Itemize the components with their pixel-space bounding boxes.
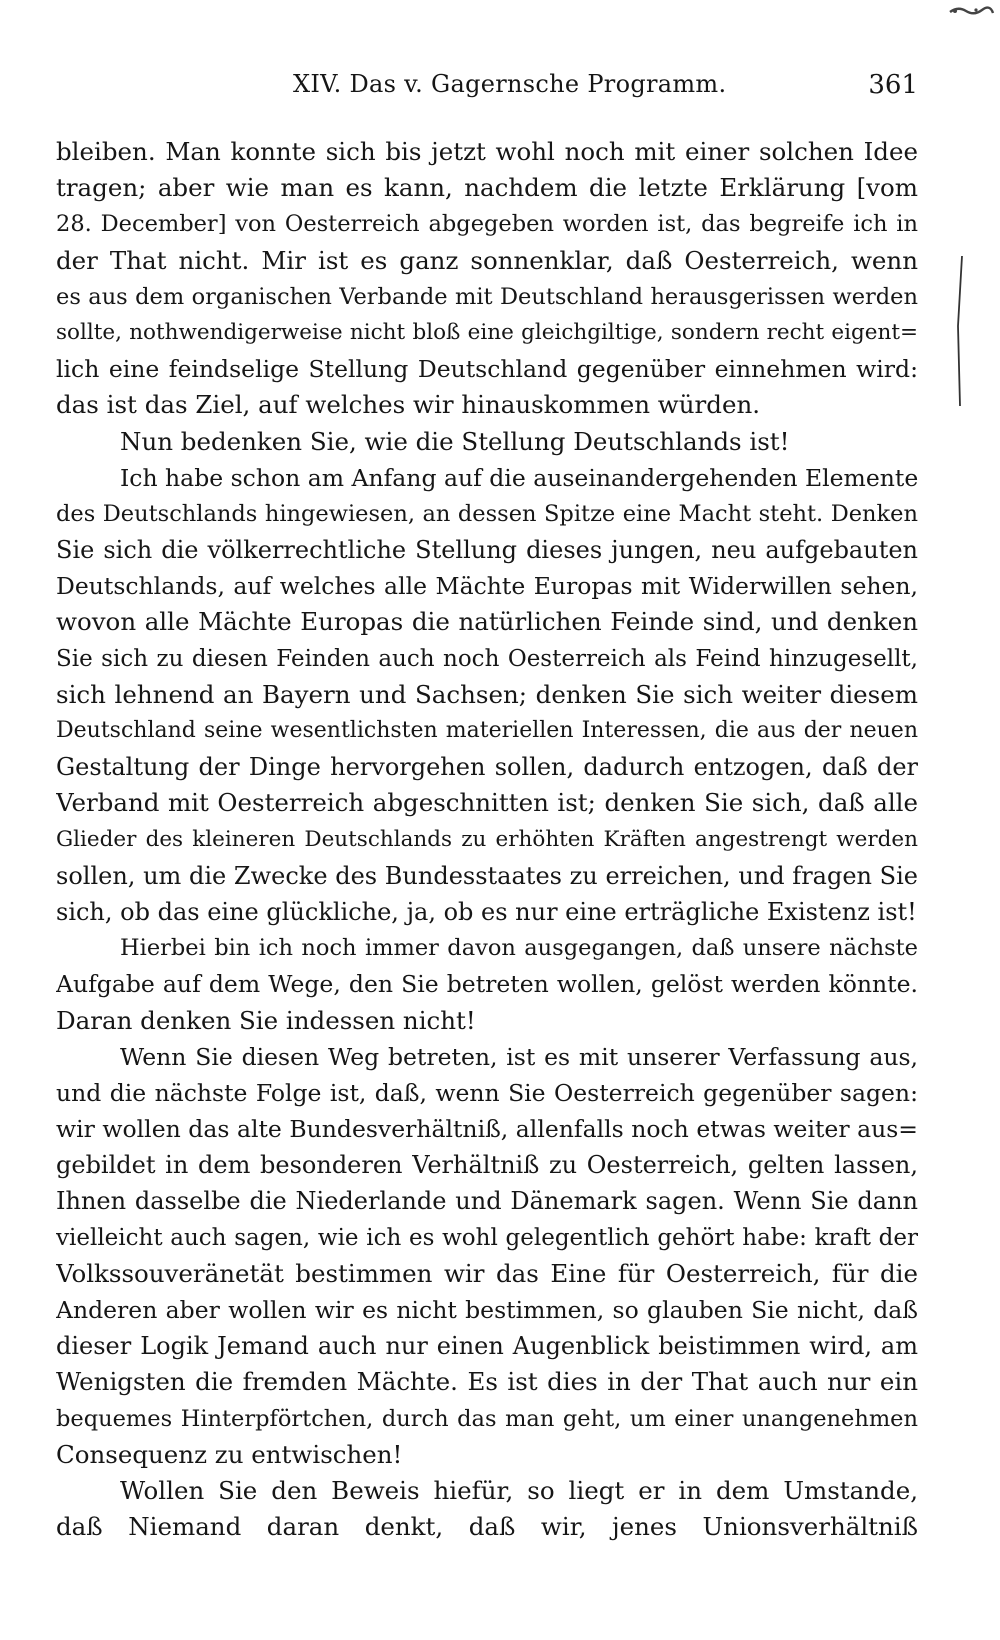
text-line: gebildet in dem besonderen Verhältniß zu Oesterreich, gelten lassen, bbox=[56, 1151, 918, 1180]
text-line: Volkssouveränetät bestimmen wir das Eine für Oesterreich, für die bbox=[56, 1258, 918, 1288]
text-line: Ich habe schon am Anfang auf die auseinandergehenden Elemente bbox=[120, 463, 918, 492]
print-speck-mark bbox=[946, 2, 996, 20]
text-line: Gestaltung der Dinge hervorgehen sollen, dadurch entzogen, daß der bbox=[56, 753, 918, 782]
text-line: Hierbei bin ich noch immer davon ausgegangen, daß unsere nächste bbox=[120, 935, 918, 962]
text-line: Wollen Sie den Beweis hiefür, so liegt er in dem Umstande, bbox=[120, 1475, 918, 1505]
text-line: daß Niemand daran denkt, daß wir, jenes Unionsverhältniß bbox=[56, 1512, 918, 1542]
text-line: sich lehnend an Bayern und Sachsen; denken Sie sich weiter diesem bbox=[56, 679, 918, 709]
text-line: bequemes Hinterpförtchen, durch das man geht, um einer unangenehmen bbox=[56, 1405, 918, 1432]
text-line: sich, ob das eine glückliche, ja, ob es nur eine erträgliche Existenz ist! bbox=[56, 897, 917, 926]
text-line: Ihnen dasselbe die Niederlande und Dänemark sagen. Wenn Sie dann bbox=[56, 1187, 918, 1216]
text-line: vielleicht auch sagen, wie ich es wohl gelegentlich gehört habe: kraft der bbox=[56, 1224, 918, 1251]
text-line: wir wollen das alte Bundesverhältniß, allenfalls noch etwas weiter aus= bbox=[56, 1115, 918, 1144]
text-line: sollen, um die Zwecke des Bundesstaates zu erreichen, und fragen Sie bbox=[56, 861, 918, 890]
text-line: 28. December] von Oesterreich abgegeben worden ist, das begreife ich in bbox=[56, 211, 918, 238]
text-line: Deutschland seine wesentlichsten materiellen Interessen, die aus der neuen bbox=[56, 718, 918, 743]
margin-pencil-mark bbox=[948, 256, 968, 406]
text-line: dieser Logik Jemand auch nur einen Augenblick beistimmen wird, am bbox=[56, 1332, 918, 1361]
text-line: bleiben. Man konnte sich bis jetzt wohl noch mit einer solchen Idee bbox=[56, 137, 918, 166]
text-line: Anderen aber wollen wir es nicht bestimmen, so glauben Sie nicht, daß bbox=[56, 1296, 918, 1324]
text-line: Verband mit Oesterreich abgeschnitten ist; denken Sie sich, daß alle bbox=[56, 788, 918, 818]
text-line: der That nicht. Mir ist es ganz sonnenklar, daß Oesterreich, wenn bbox=[56, 245, 918, 275]
text-line: Sie sich zu diesen Feinden auch noch Oesterreich als Feind hinzugesellt, bbox=[56, 645, 918, 672]
text-line: das ist das Ziel, auf welches wir hinauskommen würden. bbox=[56, 390, 761, 420]
text-line: Wenn Sie diesen Weg betreten, ist es mit unserer Verfassung aus, bbox=[120, 1042, 918, 1071]
text-line: Deutschlands, auf welches alle Mächte Europas mit Widerwillen sehen, bbox=[56, 572, 918, 601]
text-line: Aufgabe auf dem Wege, den Sie betreten wollen, gelöst werden könnte. bbox=[56, 970, 918, 999]
text-line: Wenigsten die fremden Mächte. Es ist dies in der That auch nur ein bbox=[56, 1367, 918, 1397]
page-header bbox=[56, 66, 918, 110]
body-text bbox=[56, 134, 918, 1545]
text-line: Consequenz zu entwischen! bbox=[56, 1439, 403, 1469]
text-line: Nun bedenken Sie, wie die Stellung Deutschlands ist! bbox=[120, 426, 790, 456]
running-head: XIV. Das v. Gagernsche Programm. bbox=[293, 70, 727, 98]
text-line: lich eine feindselige Stellung Deutschland gegenüber einnehmen wird: bbox=[56, 355, 918, 384]
text-line: und die nächste Folge ist, daß, wenn Sie Oesterreich gegenüber sagen: bbox=[56, 1078, 918, 1107]
text-line: tragen; aber wie man es kann, nachdem die letzte Erklärung [vom bbox=[56, 173, 918, 203]
text-line: Glieder des kleineren Deutschlands zu erhöhten Kräften angestrengt werden bbox=[56, 826, 918, 852]
text-line: Sie sich die völkerrechtliche Stellung dieses jungen, neu aufgebauten bbox=[56, 536, 918, 565]
page-number: 361 bbox=[868, 70, 918, 100]
text-line: des Deutschlands hingewiesen, an dessen Spitze eine Macht steht. Denken bbox=[56, 500, 918, 527]
text-line: es aus dem organischen Verbande mit Deutschland herausgerissen werden bbox=[56, 283, 918, 310]
text-line: wovon alle Mächte Europas die natürlichen Feinde sind, und denken bbox=[56, 607, 918, 637]
text-line: sollte, nothwendigerweise nicht bloß eine gleichgiltige, sondern recht eigent= bbox=[56, 319, 918, 345]
text-line: Daran denken Sie indessen nicht! bbox=[56, 1005, 476, 1035]
